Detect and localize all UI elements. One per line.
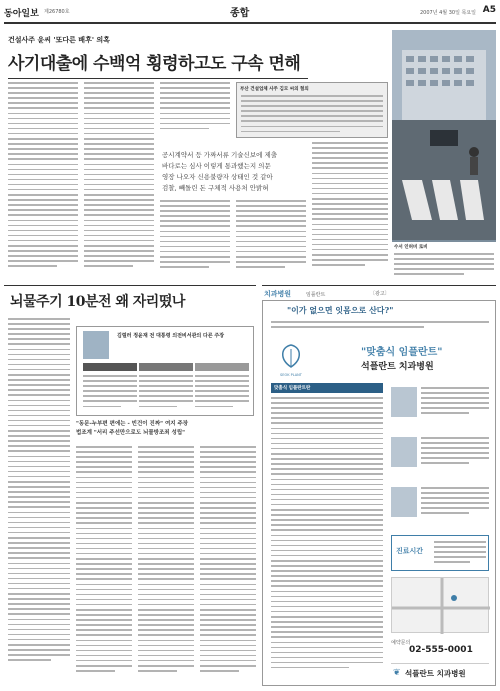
comparison-table (76, 326, 254, 416)
headline-rule (8, 78, 308, 79)
brand-name: SEOK PLANT (280, 373, 302, 377)
article1-body-col6 (312, 142, 388, 272)
ad-clinic-name: 석플란트 치과병원 (361, 362, 434, 372)
article1-headline: 사기대출에 수백억 횡령하고도 구속 면해 (8, 54, 301, 74)
article2-headline: 뇌물주기 10분전 왜 자리떴나 (10, 294, 185, 310)
article1-body-col2 (84, 82, 154, 272)
leaf-icon (271, 343, 311, 369)
table-col-mid (139, 375, 193, 413)
article2-body-col4 (200, 446, 256, 683)
ad-tag: 치과병원 (264, 290, 292, 298)
footer-leaf-icon: ❦ (393, 668, 401, 678)
doctor-photo-1 (391, 387, 417, 417)
article2-pullquote-line-2: 법조계 "서리 주선만으로도 뇌물방조죄 성립" (76, 430, 186, 436)
doctor-profile-2 (421, 437, 489, 469)
ad-tag-sub: 임플란트 (306, 292, 326, 298)
article1-body-col4 (160, 200, 230, 272)
ad-banner (271, 383, 383, 393)
location-map (391, 577, 489, 633)
ad-box (262, 300, 496, 686)
ad-quote: "이가 없으면 잇몸으로 산다?" (287, 305, 394, 315)
map-graphic (392, 578, 490, 634)
news-photo (392, 30, 496, 278)
clinic-hours-lines (434, 541, 486, 569)
ad-body-lines (271, 397, 383, 687)
section-name: 종합 (230, 8, 250, 19)
article1-body-col3 (160, 82, 230, 137)
article1-kicker: 건설사주 윤씨 '또다른 배후' 의혹 (8, 36, 110, 44)
ad-footer (391, 663, 489, 681)
photo-caption (392, 242, 496, 278)
article2-body-col2 (76, 446, 132, 683)
sidebox (236, 82, 388, 138)
dateline: 2007년 4월 30일 목요일 (419, 10, 476, 16)
issue-number: 제26780호 (44, 9, 70, 15)
page-number: A5 (482, 5, 496, 15)
table-title: 김럴러 정윤재 전 대통령 의전비서관의 다른 주장 (117, 333, 225, 339)
ad-label: 〔광고〕 (370, 291, 390, 297)
photo-scene (392, 30, 496, 240)
photo-caption-title: 수서 인허비 로비 (394, 245, 428, 250)
reservation-label: 예약문의 (391, 640, 411, 646)
clinic-hours-box (391, 535, 489, 571)
masthead (4, 4, 496, 24)
seokplant-logo (271, 343, 311, 377)
article2-rule (4, 285, 256, 286)
clinic-hours-label: 진료시간 (396, 547, 424, 555)
sidebox-lines (241, 95, 383, 137)
table-head-left (83, 363, 137, 371)
article1-body-col1 (8, 82, 78, 272)
ad-intro-lines (271, 321, 489, 335)
newspaper-logo: 동아일보 (4, 9, 39, 19)
article1-body-col5 (236, 200, 306, 272)
portrait-photo (83, 331, 109, 359)
ad-rule (262, 285, 496, 286)
reservation-phone: 02-555-0001 (409, 645, 473, 655)
pullquote-line-4: 검찰, 빼돌린 돈 구체적 사용처 안밝혀 (162, 184, 269, 192)
pullquote-line-2: 바다로는 심사 이렇게 통과했는지 의문 (162, 162, 271, 170)
ad-banner-text: 맞춤식 임플란트란 (274, 386, 311, 391)
article2-pullquote (76, 420, 256, 438)
doctor-profile-3 (421, 487, 489, 519)
doctor-profile-1 (421, 387, 489, 419)
pullquote-line-3: 영장 나오자 신용불량자 상태인 것 같아 (162, 173, 273, 181)
table-head-right (195, 363, 249, 371)
pullquote-line-1: 공시계약서 등 가짜서류 기술신보에 제출 (162, 151, 278, 159)
table-col-left (83, 375, 137, 413)
article2-body-col1 (8, 318, 70, 683)
photo-caption-lines (394, 253, 494, 278)
footer-clinic-name: 석플란트 치과병원 (405, 669, 466, 678)
article2-body-col3 (138, 446, 194, 683)
article2-pullquote-line-1: "동문-누부편 편에는 - 빈건이 진짜" 여지 주장 (76, 421, 189, 427)
ad-slogan: "맞춤식 임플란트" (361, 347, 443, 358)
doctor-photo-3 (391, 487, 417, 517)
doctor-photo-2 (391, 437, 417, 467)
table-head-mid (139, 363, 193, 371)
table-col-right (195, 375, 249, 413)
sidebox-title: 부산 건설업체 사주 김모 씨의 혐의 (240, 87, 309, 92)
